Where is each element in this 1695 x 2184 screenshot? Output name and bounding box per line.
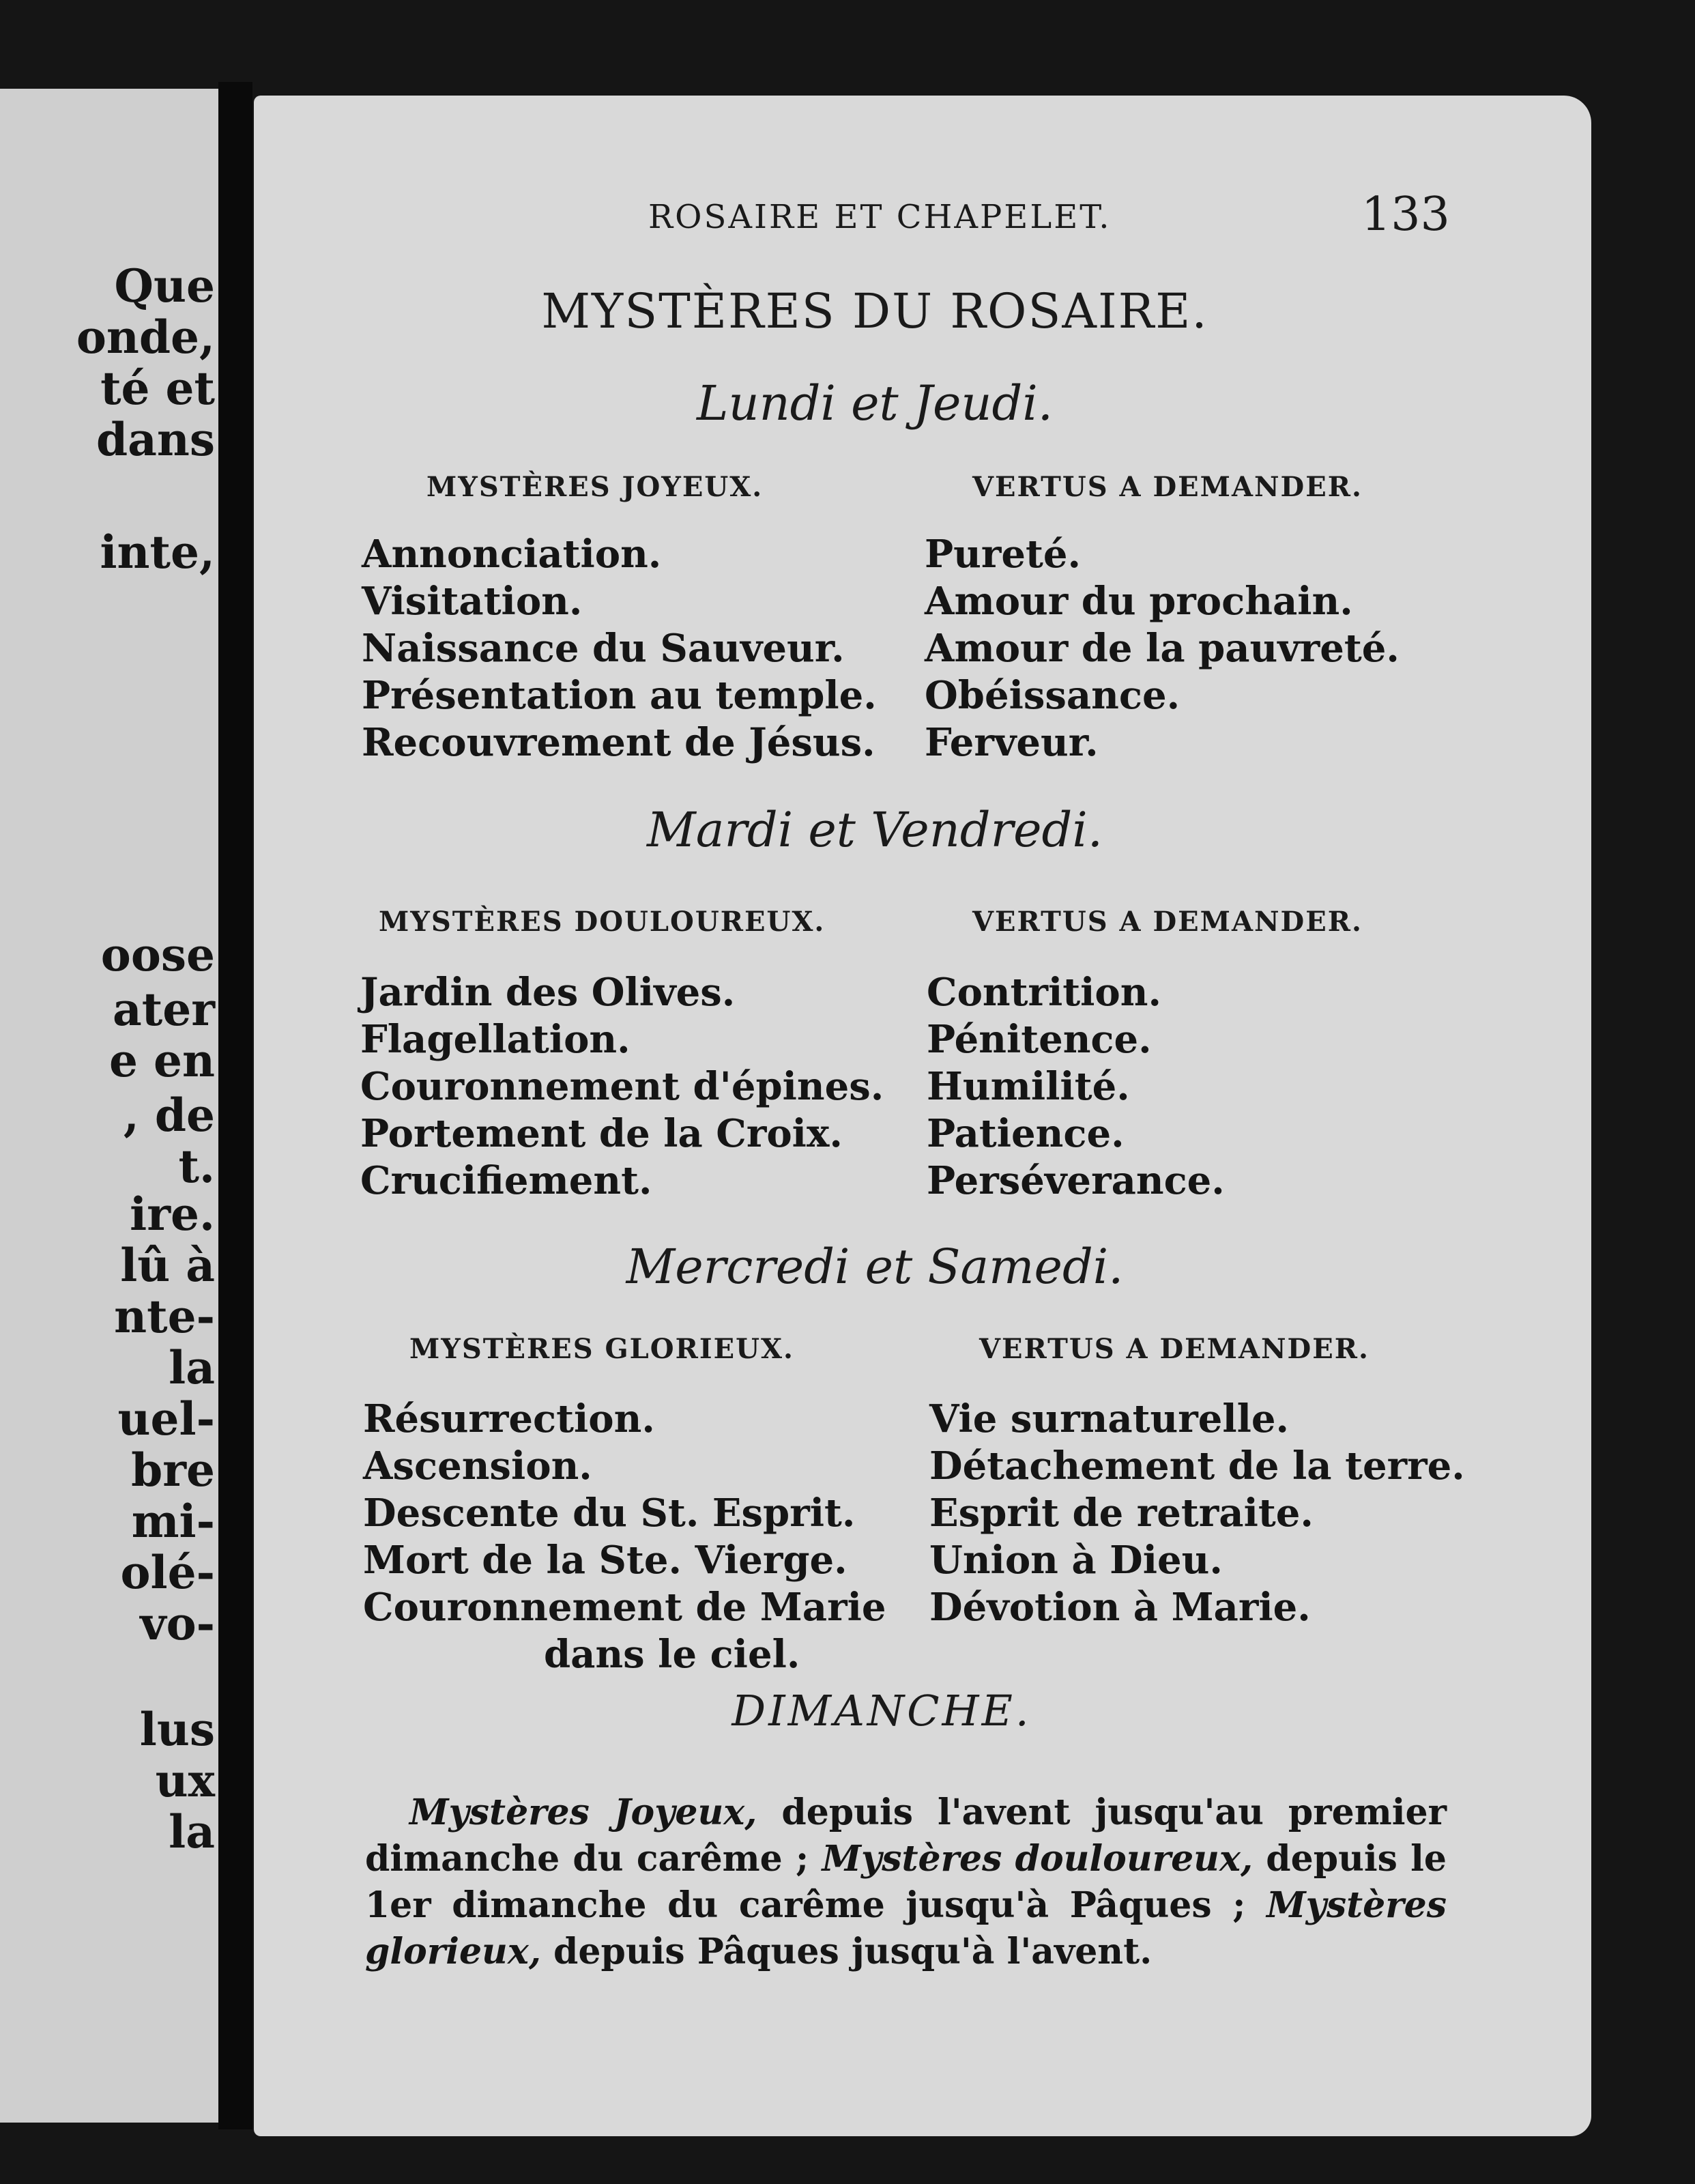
page-title: MYSTÈRES DU ROSAIRE. <box>541 283 1208 339</box>
list-item: Amour de la pauvreté. <box>925 626 1400 671</box>
running-header: ROSAIRE ET CHAPELET. <box>648 198 1112 236</box>
left-page-text-fragment: bre <box>131 1443 215 1497</box>
left-page-text-fragment: Que <box>114 259 215 313</box>
left-page-text-fragment: ater <box>112 983 215 1036</box>
list-item: Amour du prochain. <box>925 579 1353 624</box>
list-item: Crucifiement. <box>360 1158 652 1203</box>
left-page-text-fragment: t. <box>178 1140 215 1193</box>
list-item: Recouvrement de Jésus. <box>362 720 875 765</box>
left-page-text-fragment: lus <box>139 1703 215 1756</box>
mysteries-heading: MYSTÈRES GLORIEUX. <box>409 1333 794 1365</box>
mysteries-list <box>360 969 884 1205</box>
left-page-text-fragment: vo- <box>140 1597 215 1650</box>
virtues-heading: VERTUS A DEMANDER. <box>972 906 1363 938</box>
list-item: Obéissance. <box>925 673 1180 718</box>
virtues-heading: VERTUS A DEMANDER. <box>979 1333 1370 1365</box>
list-item: Ferveur. <box>925 720 1099 765</box>
list-item: Ascension. <box>363 1443 592 1489</box>
list-item: Patience. <box>927 1111 1125 1156</box>
left-page-text-fragment: onde, <box>76 311 215 364</box>
paragraph-text: depuis le 1er dimanche du carême jusqu'à Pâques ; <box>365 1838 1447 1926</box>
mysteries-list <box>362 531 877 766</box>
list-item: Naissance du Sauveur. <box>362 626 845 671</box>
left-page-text-fragment: inte, <box>100 526 215 579</box>
list-item: Esprit de retraite. <box>929 1491 1314 1536</box>
list-item: Couronnement de Marie <box>363 1585 886 1630</box>
page-number: 133 <box>1361 188 1450 242</box>
list-item: Annonciation. <box>362 532 662 577</box>
sunday-paragraph <box>365 1790 1447 1975</box>
list-item: Portement de la Croix. <box>360 1111 843 1156</box>
list-item: Couronnement d'épines. <box>360 1064 884 1109</box>
list-item: Résurrection. <box>363 1396 655 1441</box>
list-item: Dévotion à Marie. <box>929 1585 1311 1630</box>
list-item: Flagellation. <box>360 1017 631 1062</box>
left-page-text-fragment: ire. <box>130 1188 215 1241</box>
list-item: Présentation au temple. <box>362 673 877 718</box>
virtues-heading: VERTUS A DEMANDER. <box>972 471 1363 503</box>
paragraph-text: depuis l'avent jusqu'au premier dimanche du carême ; <box>365 1792 1447 1880</box>
left-page-text-fragment: oose <box>100 928 215 981</box>
list-item: Pureté. <box>925 532 1081 577</box>
left-page-text-fragment: nte- <box>114 1290 215 1343</box>
mysteries-list <box>363 1396 886 1678</box>
left-page-text-fragment: té et <box>100 362 215 415</box>
paragraph-text: depuis Pâques jusqu'à l'avent. <box>540 1931 1153 1972</box>
section-day-heading: Mardi et Vendredi. <box>647 802 1103 858</box>
section-day-heading: Lundi et Jeudi. <box>697 375 1053 431</box>
list-item: Contrition. <box>927 970 1161 1015</box>
list-item: Vie surnaturelle. <box>929 1396 1289 1441</box>
left-page-text-fragment: olé- <box>120 1546 215 1599</box>
list-item: Détachement de la terre. <box>929 1443 1465 1489</box>
italic-term: Mystères douloureux, <box>822 1838 1254 1880</box>
left-page-text-fragment: uel- <box>117 1392 215 1446</box>
list-item: Jardin des Olives. <box>360 970 736 1015</box>
sunday-heading: DIMANCHE. <box>731 1686 1032 1736</box>
list-item: dans le ciel. <box>544 1632 800 1677</box>
left-page-text-fragment: , de <box>123 1089 215 1142</box>
mysteries-heading: MYSTÈRES DOULOUREUX. <box>379 906 826 938</box>
italic-term: Mystères Joyeux, <box>409 1792 757 1833</box>
virtues-list <box>927 969 1225 1205</box>
left-page-text-fragment: ux <box>155 1754 215 1807</box>
left-page-text-fragment: lû à <box>120 1239 215 1292</box>
list-item: Perséverance. <box>927 1158 1225 1203</box>
left-page-text-fragment: dans <box>96 413 215 466</box>
list-item: Union à Dieu. <box>929 1538 1223 1583</box>
mysteries-heading: MYSTÈRES JOYEUX. <box>426 471 764 503</box>
list-item: Descente du St. Esprit. <box>363 1491 856 1536</box>
virtues-list <box>929 1396 1465 1631</box>
left-page-text-fragment: e en <box>109 1034 215 1087</box>
left-page-text-fragment: la <box>169 1341 215 1394</box>
italic-term: Mystères glorieux, <box>365 1884 1447 1972</box>
list-item: Mort de la Ste. Vierge. <box>363 1538 848 1583</box>
list-item: Pénitence. <box>927 1017 1152 1062</box>
virtues-list <box>925 531 1400 766</box>
list-item: Humilité. <box>927 1064 1130 1109</box>
left-page-text-fragment: mi- <box>131 1495 215 1548</box>
section-day-heading: Mercredi et Samedi. <box>626 1239 1124 1295</box>
list-item: Visitation. <box>362 579 583 624</box>
left-page-text-fragment: la <box>169 1805 215 1858</box>
